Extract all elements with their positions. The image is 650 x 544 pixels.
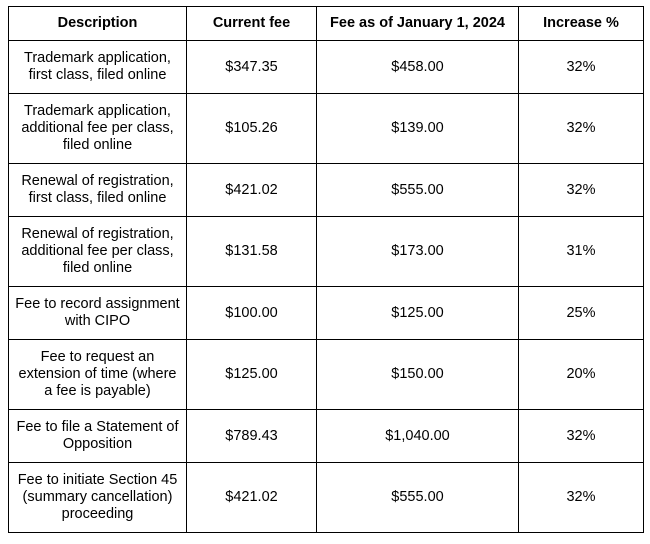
table-row — [9, 164, 644, 217]
table-row — [9, 287, 644, 340]
header-current-fee: Current fee — [187, 7, 317, 41]
row-increase: 32% — [519, 463, 644, 533]
table-row — [9, 410, 644, 463]
row-new-fee: $150.00 — [317, 340, 519, 410]
table-row — [9, 94, 644, 164]
header-new-fee: Fee as of January 1, 2024 — [317, 7, 519, 41]
row-current-fee: $100.00 — [187, 287, 317, 340]
header-increase: Increase % — [519, 7, 644, 41]
row-description: Fee to file a Statement of Opposition — [9, 410, 187, 463]
row-current-fee: $105.26 — [187, 94, 317, 164]
row-current-fee: $789.43 — [187, 410, 317, 463]
table-row — [9, 463, 644, 533]
row-description: Renewal of registration, first class, filed online — [9, 164, 187, 217]
row-new-fee: $555.00 — [317, 164, 519, 217]
row-increase: 25% — [519, 287, 644, 340]
row-increase: 31% — [519, 217, 644, 287]
row-increase: 32% — [519, 94, 644, 164]
row-description: Trademark application, additional fee per class, filed online — [9, 94, 187, 164]
row-current-fee: $131.58 — [187, 217, 317, 287]
fee-table-container — [8, 6, 644, 533]
row-new-fee: $458.00 — [317, 41, 519, 94]
row-description: Fee to initiate Section 45 (summary cancellation) proceeding — [9, 463, 187, 533]
row-current-fee: $125.00 — [187, 340, 317, 410]
row-current-fee: $421.02 — [187, 463, 317, 533]
row-description: Fee to request an extension of time (where a fee is payable) — [9, 340, 187, 410]
row-new-fee: $1,040.00 — [317, 410, 519, 463]
row-increase: 32% — [519, 410, 644, 463]
row-increase: 32% — [519, 41, 644, 94]
row-new-fee: $125.00 — [317, 287, 519, 340]
table-row — [9, 340, 644, 410]
row-increase: 32% — [519, 164, 644, 217]
fee-table — [8, 6, 644, 533]
row-description: Trademark application, first class, filed online — [9, 41, 187, 94]
row-increase: 20% — [519, 340, 644, 410]
row-current-fee: $421.02 — [187, 164, 317, 217]
row-new-fee: $139.00 — [317, 94, 519, 164]
row-new-fee: $555.00 — [317, 463, 519, 533]
row-new-fee: $173.00 — [317, 217, 519, 287]
table-row — [9, 41, 644, 94]
row-description: Renewal of registration, additional fee per class, filed online — [9, 217, 187, 287]
table-row — [9, 217, 644, 287]
table-header-row — [9, 7, 644, 41]
header-description: Description — [9, 7, 187, 41]
row-current-fee: $347.35 — [187, 41, 317, 94]
row-description: Fee to record assignment with CIPO — [9, 287, 187, 340]
